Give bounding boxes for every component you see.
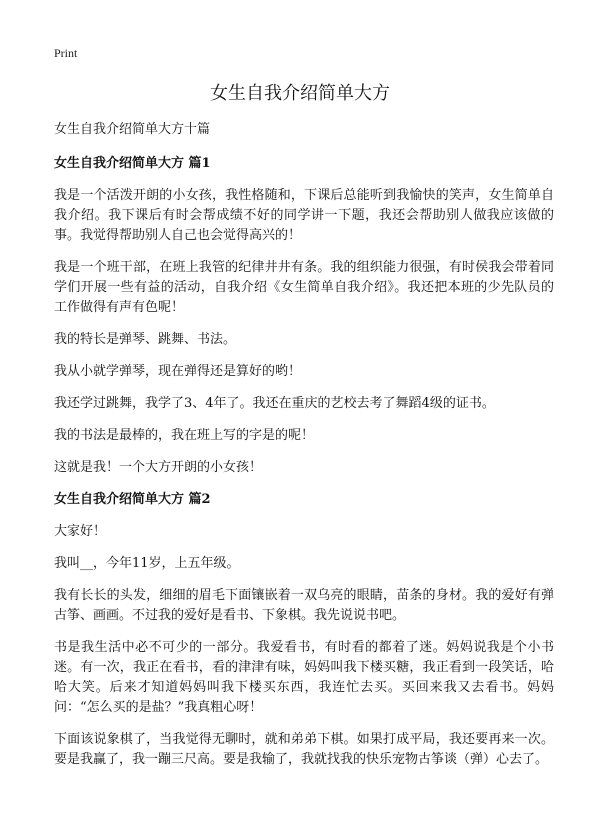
paragraph: 书是我生活中必不可少的一部分。我爱看书，有时看的都着了迷。妈妈说我是个小书迷。有一次，我正在看书，看的津津有味，妈妈叫我下楼买糖，我正看到一段笑话，哈哈大笑。后来才知道妈妈叫我下楼买东西，我连忙去买。买回来我又去看书。妈妈问：“怎么买的是盐？”我真粗心呀！ bbox=[54, 640, 554, 715]
paragraph: 我的特长是弹琴、跳舞、书法。 bbox=[54, 332, 237, 347]
section-heading-1: 女生自我介绍简单大方 篇1 bbox=[54, 156, 211, 171]
document-subtitle: 女生自我介绍简单大方十篇 bbox=[54, 122, 211, 137]
paragraph: 这就是我！一个大方开朗的小女孩！ bbox=[54, 460, 263, 475]
paragraph: 我还学过跳舞，我学了3、4年了。我还在重庆的艺校去考了舞蹈4级的证书。 bbox=[54, 396, 495, 411]
paragraph: 我叫__，今年11岁，上五年级。 bbox=[54, 556, 240, 571]
print-link[interactable]: Print bbox=[54, 46, 78, 60]
page-title: 女生自我介绍简单大方 bbox=[210, 83, 390, 104]
paragraph: 大家好！ bbox=[54, 524, 107, 539]
section-heading-2: 女生自我介绍简单大方 篇2 bbox=[54, 492, 211, 507]
document-body bbox=[54, 120, 554, 782]
paragraph: 我是一个活泼开朗的小女孩，我性格随和，下课后总能听到我愉快的笑声，女生简单自我介绍。我下课后有时会帮成绩不好的同学讲一下题，我还会帮助别人做我应该做的事。我觉得帮助别人自己也会觉得高兴的！ bbox=[54, 188, 554, 243]
paragraph: 我有长长的头发，细细的眉毛下面镶嵌着一双乌亮的眼睛，苗条的身材。我的爱好有弹古筝、画画。不过我的爱好是看书、下象棋。我先说说书吧。 bbox=[54, 588, 554, 623]
paragraph: 我是一个班干部，在班上我管的纪律井井有条。我的组织能力很强，有时侯我会带着同学们开展一些有益的活动，自我介绍《女生简单自我介绍》。我还把本班的少先队员的工作做得有声有色呢！ bbox=[54, 260, 554, 315]
paragraph: 我从小就学弹琴，现在弹得还是算好的哟！ bbox=[54, 364, 302, 379]
paragraph: 下面该说象棋了，当我觉得无聊时，就和弟弟下棋。如果打成平局，我还要再来一次。要是我赢了，我一蹦三尺高。要是我输了，我就找我的快乐宠物古筝谈（弹）心去了。 bbox=[54, 732, 554, 767]
paragraph: 我的书法是最棒的，我在班上写的字是的呢！ bbox=[54, 428, 315, 443]
